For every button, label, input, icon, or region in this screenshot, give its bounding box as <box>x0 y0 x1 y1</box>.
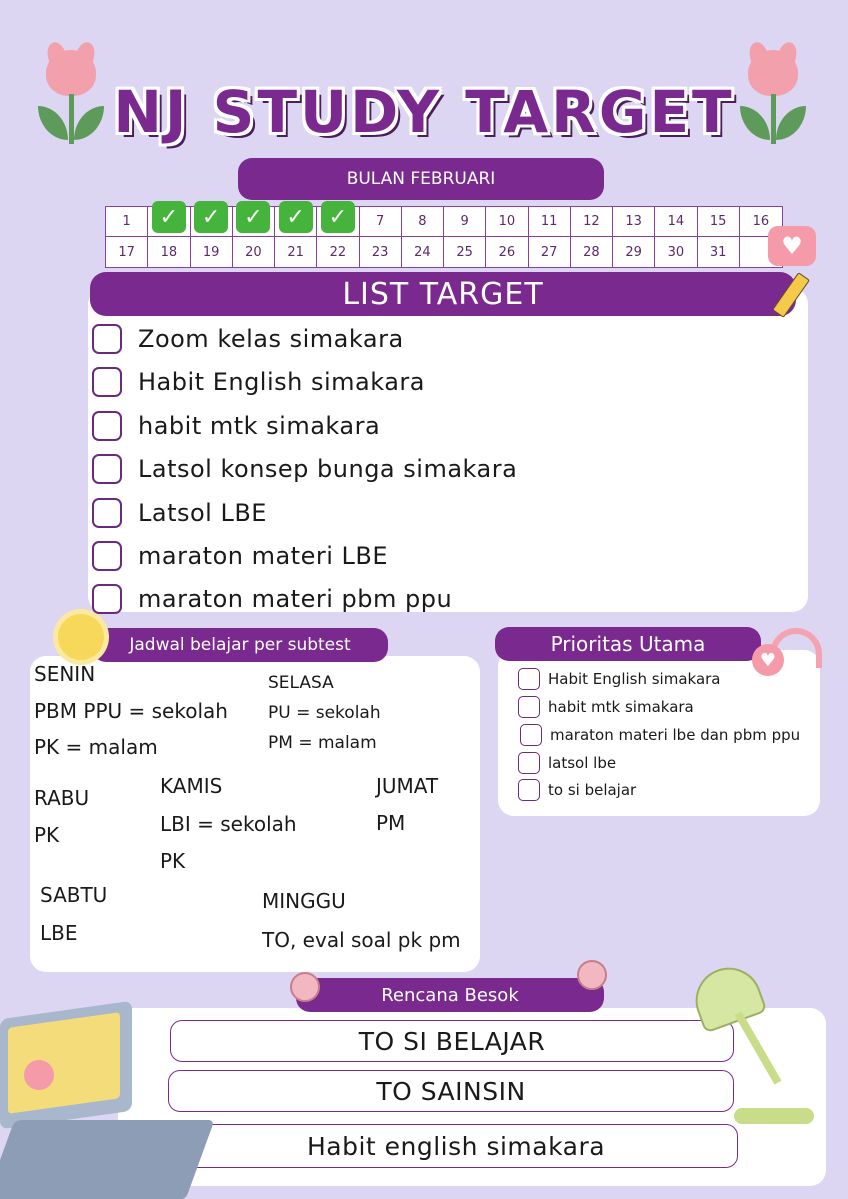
target-item[interactable] <box>92 539 388 573</box>
target-item-label: Zoom kelas simakara <box>138 325 404 353</box>
calendar-day[interactable] <box>402 207 444 237</box>
target-item-label: maraton materi pbm ppu <box>138 585 453 613</box>
target-item-label: Latsol LBE <box>138 499 267 527</box>
calendar-day[interactable] <box>444 207 486 237</box>
target-item[interactable] <box>92 409 380 443</box>
selasa-line1: PU = sekolah <box>268 703 381 723</box>
kamis-day: KAMIS <box>160 774 223 798</box>
checkbox[interactable] <box>520 724 542 746</box>
laptop-icon <box>0 1010 200 1199</box>
calendar-day[interactable] <box>655 207 697 237</box>
priority-header-text: Prioritas Utama <box>550 632 706 656</box>
minggu-line1: TO, eval soal pk pm <box>262 928 461 952</box>
calendar-day-label: 9 <box>460 214 469 229</box>
plan-item-label: TO SAINSIN <box>376 1076 526 1106</box>
calendar-day-label: 13 <box>625 214 642 229</box>
calendar-day[interactable] <box>529 207 571 237</box>
plan-item-label: TO SI BELAJAR <box>358 1026 546 1056</box>
priority-item-label: maraton materi lbe dan pbm ppu <box>550 726 801 744</box>
checkmark-icon: ✓ <box>194 201 228 233</box>
calendar-day-label: 8 <box>418 214 427 229</box>
desk-lamp-icon <box>694 968 824 1128</box>
target-item[interactable] <box>92 365 425 399</box>
sabtu-line1: LBE <box>40 921 78 945</box>
target-item-label: Latsol konsep bunga simakara <box>138 455 518 483</box>
calendar-day-label: 10 <box>498 214 516 229</box>
list-target-header-text: LIST TARGET <box>342 276 544 312</box>
calendar-day[interactable] <box>444 237 486 267</box>
calendar-day-label: 19 <box>202 244 220 260</box>
calendar-day[interactable] <box>317 237 359 267</box>
rainbow-heart-icon: ♥ <box>752 628 822 678</box>
rabu-day: RABU <box>34 786 90 810</box>
checkbox[interactable] <box>92 324 122 354</box>
alarm-clock-icon <box>290 972 320 1002</box>
checkbox[interactable] <box>92 584 122 614</box>
priority-item[interactable] <box>518 778 636 802</box>
calendar-day[interactable] <box>191 237 233 267</box>
month-label <box>238 158 604 200</box>
calendar-day[interactable] <box>486 237 528 267</box>
target-item[interactable] <box>92 452 517 486</box>
heart-badge-icon: ♥ <box>768 226 816 266</box>
calendar-day[interactable] <box>148 237 190 267</box>
senin-line2: PK = malam <box>34 735 158 759</box>
calendar-day-label: 16 <box>752 214 770 229</box>
calendar-day-label: 15 <box>709 214 727 229</box>
calendar-day-label: 17 <box>118 244 135 260</box>
calendar-day-label: 25 <box>456 244 473 260</box>
calendar-day[interactable] <box>275 237 317 267</box>
sabtu-day: SABTU <box>40 883 108 907</box>
sun-icon <box>58 614 104 660</box>
calendar-day-label: 28 <box>583 244 600 260</box>
calendar-day[interactable] <box>698 207 740 237</box>
selasa-line2: PM = malam <box>268 733 377 753</box>
schedule-header-text: Jadwal belajar per subtest <box>129 635 351 655</box>
plan-item[interactable] <box>174 1124 738 1168</box>
priority-item[interactable] <box>518 695 694 719</box>
calendar-day-label: 12 <box>583 214 600 229</box>
calendar-day[interactable] <box>698 237 740 267</box>
checkbox[interactable] <box>92 454 122 484</box>
calendar-day-label: 1 <box>122 214 131 229</box>
calendar-day[interactable] <box>486 207 528 237</box>
tulip-left-icon <box>34 50 108 150</box>
calendar-day-label: 14 <box>667 214 685 229</box>
checkbox[interactable] <box>518 668 540 690</box>
target-item-label: habit mtk simakara <box>138 412 381 440</box>
rabu-line1: PK <box>34 823 60 847</box>
alarm-clock-icon <box>577 960 607 990</box>
calendar-day-label: 18 <box>160 244 178 260</box>
calendar-day[interactable] <box>655 237 697 267</box>
calendar-day-label: 24 <box>414 244 431 260</box>
calendar-day[interactable] <box>233 237 275 267</box>
priority-item[interactable] <box>520 723 800 747</box>
list-target-header <box>90 272 796 316</box>
jumat-line1: PM <box>376 811 406 835</box>
calendar-day[interactable] <box>613 207 655 237</box>
calendar-day[interactable] <box>317 204 359 237</box>
senin-line1: PBM PPU = sekolah <box>34 699 228 723</box>
priority-item[interactable] <box>518 751 616 775</box>
checkbox[interactable] <box>92 498 122 528</box>
calendar-day-label: 11 <box>540 214 558 229</box>
calendar-day[interactable] <box>148 204 190 237</box>
priority-header <box>495 627 761 661</box>
calendar-day[interactable] <box>613 237 655 267</box>
calendar-day[interactable] <box>402 237 444 267</box>
target-item[interactable] <box>92 582 452 616</box>
month-label-text: BULAN FEBRUARI <box>346 169 496 189</box>
checkmark-icon: ✓ <box>279 201 313 233</box>
calendar-grid <box>105 206 783 268</box>
calendar-day-label: 27 <box>540 244 558 260</box>
calendar-day[interactable] <box>529 237 571 267</box>
calendar-day-label: 31 <box>709 244 727 260</box>
jumat-day: JUMAT <box>376 774 439 798</box>
priority-item[interactable] <box>518 667 721 691</box>
calendar-day-label: 23 <box>371 244 389 260</box>
plan-item[interactable] <box>170 1020 734 1062</box>
calendar-day-label: 30 <box>667 244 685 260</box>
target-item-label: Habit English simakara <box>138 368 425 396</box>
calendar-day[interactable] <box>233 204 275 237</box>
calendar-day[interactable] <box>191 204 233 237</box>
checkbox[interactable] <box>92 411 122 441</box>
calendar-day[interactable] <box>106 207 148 237</box>
minggu-day: MINGGU <box>262 889 346 913</box>
calendar-day-label: 7 <box>375 214 385 229</box>
schedule-header <box>92 628 388 662</box>
calendar-day-label: 29 <box>625 244 642 260</box>
kamis-line1: LBI = sekolah <box>160 812 297 836</box>
calendar-day-label: 26 <box>498 244 516 260</box>
target-item-label: maraton materi LBE <box>138 542 389 570</box>
checkbox[interactable] <box>92 367 122 397</box>
checkmark-icon: ✓ <box>152 201 186 233</box>
calendar-day[interactable] <box>360 237 402 267</box>
checkmark-icon: ✓ <box>236 201 270 233</box>
priority-item-label: to si belajar <box>548 781 637 799</box>
plan-item-label: Habit english simakara <box>306 1131 606 1161</box>
calendar-day-label: 20 <box>245 244 262 260</box>
checkbox[interactable] <box>518 752 540 774</box>
calendar-day-label: 21 <box>287 244 304 260</box>
target-item[interactable] <box>92 496 267 530</box>
calendar-day[interactable] <box>571 207 613 237</box>
checkbox[interactable] <box>518 696 540 718</box>
checkmark-icon: ✓ <box>321 201 355 233</box>
calendar-day-label: 22 <box>329 244 347 260</box>
calendar-day[interactable] <box>106 237 148 267</box>
calendar-day[interactable] <box>571 237 613 267</box>
priority-item-label: habit mtk simakara <box>548 698 694 716</box>
checkbox[interactable] <box>518 779 540 801</box>
senin-day: SENIN <box>34 662 96 686</box>
priority-item-label: Habit English simakara <box>548 670 721 688</box>
plan-header-text: Rencana Besok <box>381 984 519 1006</box>
page-title: NJ STUDY TARGET <box>113 78 735 146</box>
checkbox[interactable] <box>92 541 122 571</box>
target-item[interactable] <box>92 322 404 356</box>
priority-item-label: latsol lbe <box>548 754 617 772</box>
kamis-line2: PK <box>160 849 186 873</box>
calendar-day[interactable] <box>360 207 402 237</box>
plan-header <box>296 978 604 1012</box>
plan-item[interactable] <box>168 1070 734 1112</box>
selasa-day: SELASA <box>268 673 334 693</box>
calendar-day[interactable] <box>275 204 317 237</box>
